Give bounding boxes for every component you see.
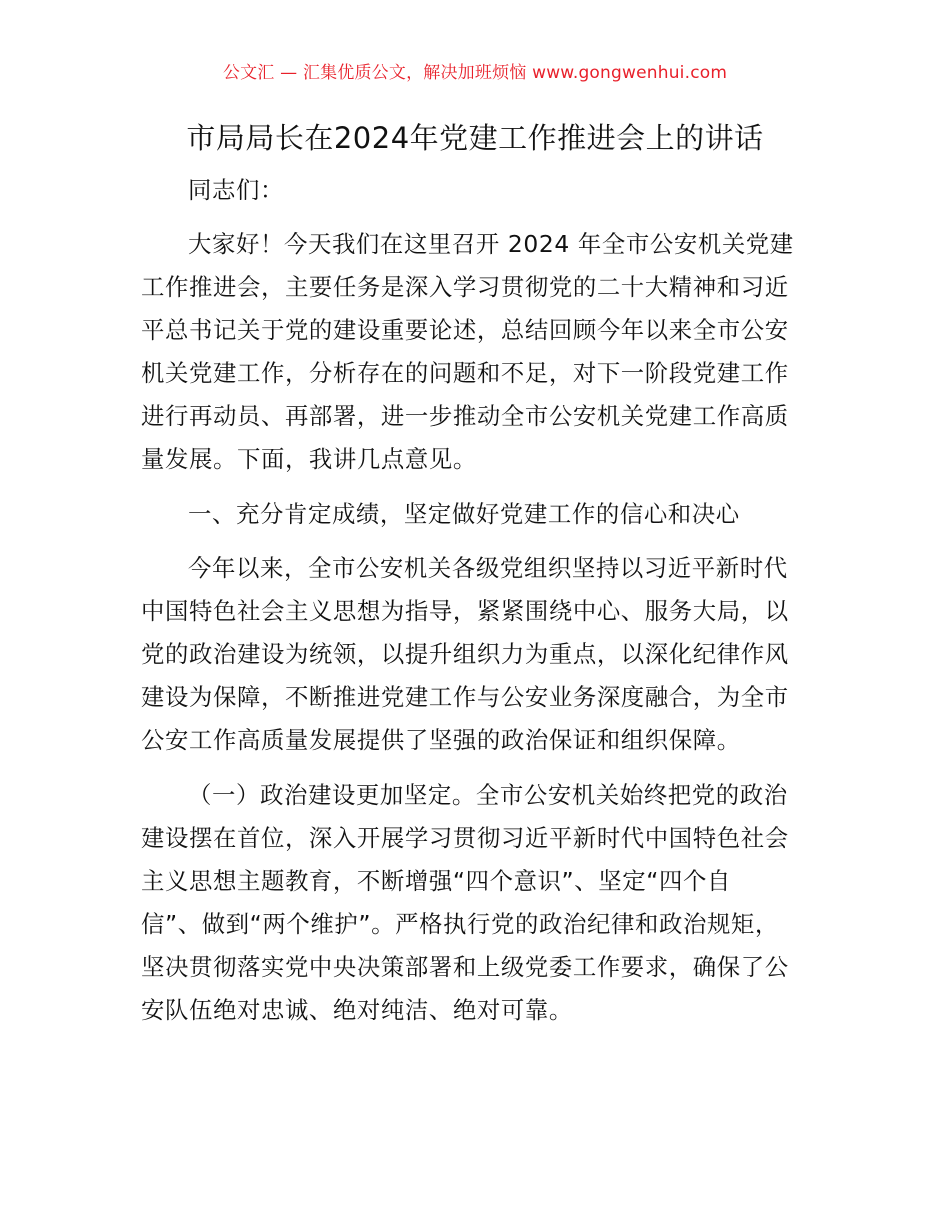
text-line: 大家好！今天我们在这里召开 2024 年全市公安机关党建: [188, 230, 794, 258]
text-line: （一）政治建设更加坚定。全市公安机关始终把党的政治: [188, 781, 788, 809]
text-line: 公安工作高质量发展提供了坚强的政治保证和组织保障。: [141, 726, 741, 754]
text-line: 坚决贯彻落实党中央决策部署和上级党委工作要求，确保了公: [141, 953, 789, 981]
text-line: 平总书记关于党的建设重要论述，总结回顾今年以来全市公安: [141, 316, 789, 344]
text-line: 量发展。下面，我讲几点意见。: [141, 445, 477, 473]
site-banner: 公文汇 — 汇集优质公文，解决加班烦恼 www.gongwenhui.com: [222, 63, 728, 83]
text-line: 进行再动员、再部署，进一步推动全市公安机关党建工作高质: [141, 402, 789, 430]
text-line: 机关党建工作，分析存在的问题和不足，对下一阶段党建工作: [141, 359, 789, 387]
text-line: 工作推进会，主要任务是深入学习贯彻党的二十大精神和习近: [141, 273, 789, 301]
text-line: 今年以来，全市公安机关各级党组织坚持以习近平新时代: [188, 554, 788, 582]
text-line: 建设摆在首位，深入开展学习贯彻习近平新时代中国特色社会: [141, 824, 789, 852]
text-line: 中国特色社会主义思想为指导，紧紧围绕中心、服务大局，以: [141, 597, 789, 625]
document-title: 市局局长在2024年党建工作推进会上的讲话: [186, 121, 764, 155]
text-line: 安队伍绝对忠诚、绝对纯洁、绝对可靠。: [141, 996, 573, 1024]
text-line: 主义思想主题教育，不断增强“四个意识”、坚定“四个自: [141, 867, 731, 895]
text-line: 党的政治建设为统领，以提升组织力为重点，以深化纪律作风: [141, 640, 789, 668]
salutation: 同志们：: [188, 176, 284, 204]
text-line: 建设为保障，不断推进党建工作与公安业务深度融合，为全市: [141, 683, 789, 711]
text-line: 信”、做到“两个维护”。严格执行党的政治纪律和政治规矩，: [141, 910, 779, 938]
section-heading: 一、充分肯定成绩，坚定做好党建工作的信心和决心: [188, 500, 740, 528]
